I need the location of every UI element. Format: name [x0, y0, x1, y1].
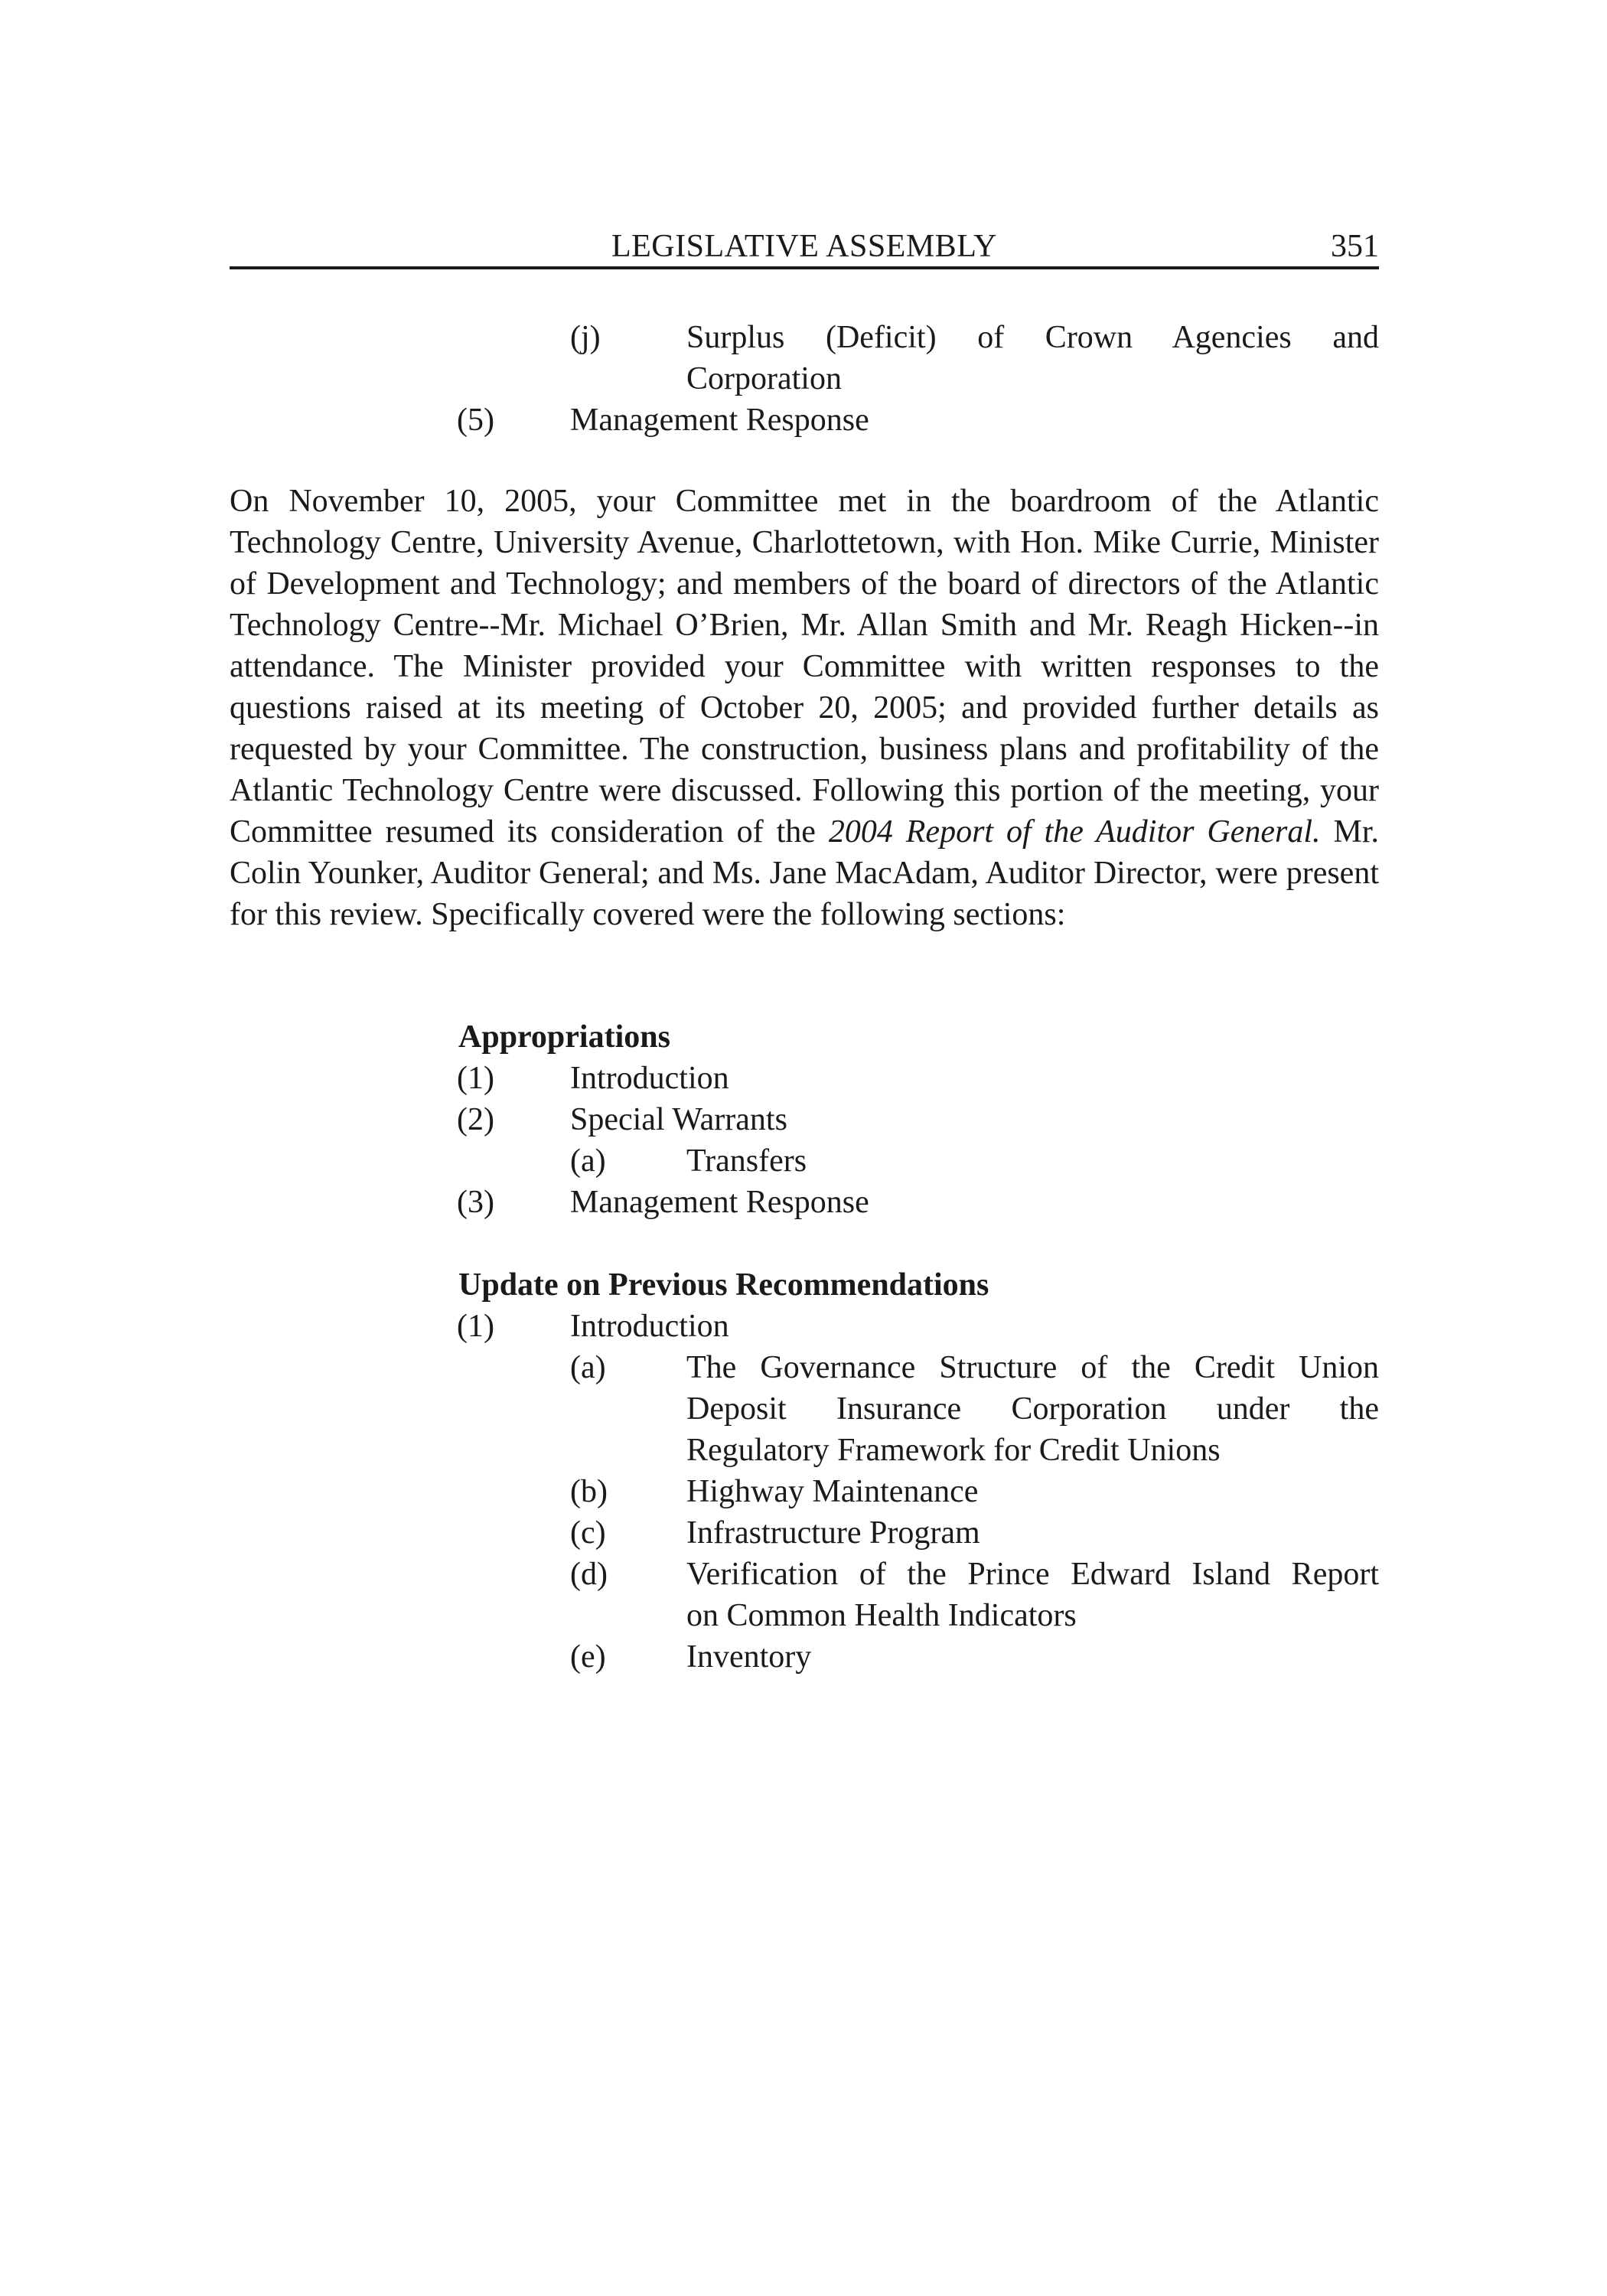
list-label-5: (5) [457, 403, 494, 438]
update-label-c: (c) [570, 1515, 606, 1551]
update-label-b: (b) [570, 1474, 608, 1509]
update-item-e: Inventory [686, 1639, 812, 1675]
update-item-a-line1: The Governance Structure of the Credit Union [686, 1350, 1379, 1385]
appropriations-item-2: Special Warrants [570, 1102, 787, 1137]
appropriations-item-3: Management Response [570, 1185, 869, 1220]
appropriations-item-1: Introduction [570, 1061, 729, 1096]
paragraph-text-1: On November 10, 2005, your Committee met in the boardroom of the Atlantic Technology Centre, University Avenue, Charlottetown, with Hon. Mike Currie, Minister of Development and Technology; and members of the board of directors of the Atlantic Technology Centre--Mr. Michael O’Brien, Mr. Allan Smith and Mr. Reagh Hicken--in attendance. The Minister provided your Committee with written responses to the questions raised at its meeting of October 20, 2005; and provided further details as requested by your Committee. The construction, business plans and profitability of the Atlantic Technology Centre were discussed. Following this portion of the meeting, your Committee resumed its consideration of the [230, 484, 1379, 850]
update-item-b: Highway Maintenance [686, 1474, 979, 1509]
list-item-j-line2: Corporation [686, 361, 842, 396]
update-item-d-line1: Verification of the Prince Edward Island Report [686, 1557, 1379, 1592]
update-label-1: (1) [457, 1309, 494, 1344]
appropriations-label-2: (2) [457, 1102, 494, 1137]
appropriations-label-3: (3) [457, 1185, 494, 1220]
update-item-a-line2: Deposit Insurance Corporation under the [686, 1391, 1379, 1427]
appropriations-heading: Appropriations [458, 1019, 670, 1055]
update-item-c: Infrastructure Program [686, 1515, 980, 1551]
body-paragraph [230, 481, 1379, 935]
appropriations-label-2a: (a) [570, 1143, 606, 1179]
update-item-1: Introduction [570, 1309, 729, 1344]
update-heading: Update on Previous Recommendations [458, 1267, 989, 1303]
list-item-5: Management Response [570, 403, 869, 438]
header-rule [230, 266, 1379, 269]
running-header [230, 227, 1379, 266]
update-item-d-line2: on Common Health Indicators [686, 1598, 1077, 1633]
appropriations-label-1: (1) [457, 1061, 494, 1096]
paragraph-report-title: 2004 Report of the Auditor General. [828, 814, 1321, 850]
list-label-j: (j) [570, 320, 601, 355]
page-number: 351 [1331, 229, 1379, 264]
update-item-a-line3: Regulatory Framework for Credit Unions [686, 1433, 1221, 1468]
appropriations-item-2a: Transfers [686, 1143, 807, 1179]
paragraph-text-2: Mr. Colin Younker, Auditor General; and Ms. Jane MacAdam, Auditor Director, were present for this review. Specifically covered were the following sections: [230, 814, 1380, 932]
header-title: LEGISLATIVE ASSEMBLY [611, 229, 997, 264]
list-item-j-line1: Surplus (Deficit) of Crown Agencies and [686, 320, 1379, 355]
update-label-a: (a) [570, 1350, 606, 1385]
update-label-e: (e) [570, 1639, 606, 1675]
update-label-d: (d) [570, 1557, 608, 1592]
